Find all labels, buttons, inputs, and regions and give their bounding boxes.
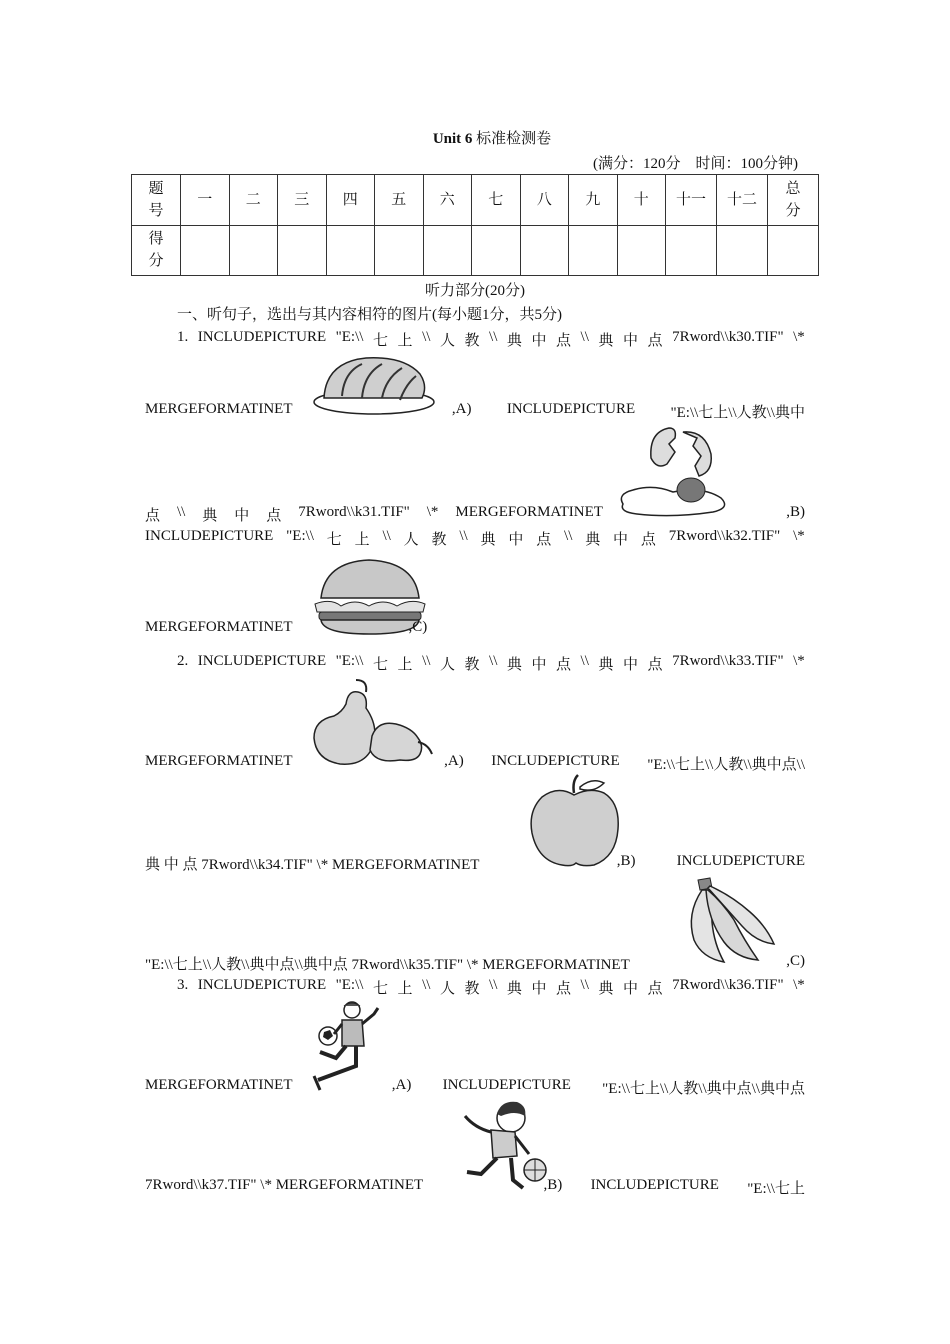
text-token: 中 (622, 981, 638, 997)
text-token: \\ (580, 329, 589, 345)
text-token: 点 (556, 657, 572, 673)
text-token: 人 (439, 981, 455, 997)
score-cell[interactable] (326, 225, 375, 276)
text-token: \\ (422, 329, 431, 345)
score-cell[interactable] (768, 225, 819, 276)
text-token: \\ (382, 528, 391, 544)
text-token: 上 (397, 981, 413, 997)
text-token: 中 (622, 333, 638, 349)
text-token: 典 (598, 333, 614, 349)
text-token: \\ (459, 528, 468, 544)
column-header: 三 (278, 175, 327, 226)
text-token: 典 (598, 657, 614, 673)
text-token: \\ (580, 977, 589, 993)
text-line (177, 653, 805, 674)
text-token: \* (793, 653, 805, 669)
text-token: INCLUDEPICTURE (145, 528, 274, 544)
text-line: MERGEFORMATINET ,A) INCLUDEPICTURE "E:\\七上\\人教\\典中点\\典中点 (145, 1077, 805, 1097)
score-info: (满分：120分 时间：100分钟) (593, 156, 798, 172)
instruction: 一、听句子，选出与其内容相符的图片(每小题1分，共5分) (177, 307, 562, 323)
score-cell[interactable] (666, 225, 717, 276)
text-token: MERGEFORMATINET (455, 504, 603, 520)
text-line (177, 977, 805, 998)
text-token: \\ (564, 528, 573, 544)
score-cell[interactable] (520, 225, 569, 276)
text-token: "E:\\ (286, 528, 314, 544)
text-token: 教 (464, 981, 480, 997)
title-name: 标准检测卷 (476, 131, 552, 147)
text-token: 典 (202, 508, 218, 524)
column-header: 六 (423, 175, 472, 226)
text-token: 点 (647, 657, 663, 673)
text-token: \* (793, 977, 805, 993)
text-token: 3. (177, 977, 189, 993)
score-cell[interactable] (278, 225, 327, 276)
score-table (131, 174, 819, 276)
score-cell[interactable] (717, 225, 768, 276)
text-line: MERGEFORMATINET ,C) (145, 619, 428, 635)
text-token: 7Rword\\k36.TIF" (672, 977, 784, 993)
text-token: 教 (464, 657, 480, 673)
text-token: \\ (580, 653, 589, 669)
text-token: 典 (506, 657, 522, 673)
text-token: "E:\\ (335, 653, 364, 669)
text-line: 典 中 点 7Rword\\k34.TIF" \* MERGEFORMATINET ,B) INCLUDEPICTURE (145, 853, 805, 873)
text-token: 典 (506, 981, 522, 997)
text-line (177, 329, 805, 350)
text-token: 2. (177, 653, 189, 669)
text-token: 七 (326, 532, 342, 548)
text-token: \* (793, 329, 805, 345)
text-token: 中 (531, 333, 547, 349)
column-header: 十一 (666, 175, 717, 226)
text-line: 点 \\ 典 中 点 7Rword\\k31.TIF" \* MERGEFORMATINET ,B) (145, 504, 805, 524)
text-token: 典 (585, 532, 601, 548)
text-token: 中 (508, 532, 524, 548)
header-cell: 题 号 (132, 175, 181, 226)
text-token: 点 (266, 508, 282, 524)
table-row (132, 175, 819, 226)
text-line (145, 528, 805, 549)
score-cell[interactable] (229, 225, 278, 276)
column-header: 五 (375, 175, 424, 226)
text-token: 七 (372, 333, 388, 349)
text-token: INCLUDEPICTURE (197, 977, 327, 993)
text-token: 点 (536, 532, 552, 548)
header-cell: 得 分 (132, 225, 181, 276)
text-token: \\ (489, 977, 498, 993)
text-token: 点 (647, 333, 663, 349)
column-header: 十 (617, 175, 666, 226)
text-token: 上 (397, 333, 413, 349)
column-header: 八 (520, 175, 569, 226)
column-header: 十二 (717, 175, 768, 226)
text-token: 7Rword\\k30.TIF" (672, 329, 784, 345)
text-token: 点 (145, 508, 161, 524)
text-token: 人 (403, 532, 419, 548)
text-line: MERGEFORMATINET ,A) INCLUDEPICTURE "E:\\七上\\人教\\典中点\\ (145, 753, 805, 773)
text-line: MERGEFORMATINET ,A) INCLUDEPICTURE "E:\\七上\\人教\\典中 (145, 401, 805, 421)
text-token: \\ (489, 329, 498, 345)
text-token: 中 (531, 657, 547, 673)
text-token: 1. (177, 329, 189, 345)
column-header: 七 (472, 175, 521, 226)
text-token: 人 (439, 657, 455, 673)
text-token: \\ (489, 653, 498, 669)
text-token: 上 (354, 532, 370, 548)
header-cell: 总 分 (768, 175, 819, 226)
text-token: "E:\\ (335, 329, 364, 345)
text-token: 中 (531, 981, 547, 997)
page-title (0, 127, 950, 148)
text-line: 7Rword\\k37.TIF" \* MERGEFORMATINET ,B) INCLUDEPICTURE "E:\\七上 (145, 1177, 805, 1197)
text-token: 典 (480, 532, 496, 548)
table-row (132, 225, 819, 276)
text-token: 7Rword\\k33.TIF" (672, 653, 784, 669)
text-token: INCLUDEPICTURE (197, 653, 327, 669)
text-token: 点 (556, 333, 572, 349)
text-token: "E:\\ (335, 977, 364, 993)
text-token: 点 (640, 532, 656, 548)
text-token: 教 (431, 532, 447, 548)
text-token: \* (793, 528, 805, 544)
score-cell[interactable] (375, 225, 424, 276)
column-header: 九 (569, 175, 618, 226)
text-line: "E:\\七上\\人教\\典中点\\典中点 7Rword\\k35.TIF" \* MERGEFORMATINET ,C) (145, 953, 805, 973)
text-token: \\ (422, 653, 431, 669)
column-header: 四 (326, 175, 375, 226)
text-token: \\ (176, 504, 186, 520)
text-token: 中 (234, 508, 250, 524)
title-unit: Unit 6 (432, 131, 473, 147)
score-cell[interactable] (472, 225, 521, 276)
score-cell[interactable] (617, 225, 666, 276)
text-token: 7Rword\\k31.TIF" (298, 504, 410, 520)
column-header: 二 (229, 175, 278, 226)
text-token: 人 (439, 333, 455, 349)
text-token: \* (426, 504, 439, 520)
score-cell[interactable] (181, 225, 230, 276)
text-token: 上 (397, 657, 413, 673)
score-cell[interactable] (423, 225, 472, 276)
text-token: 教 (464, 333, 480, 349)
text-token: \\ (422, 977, 431, 993)
text-token: 七 (372, 657, 388, 673)
text-token: 点 (556, 981, 572, 997)
column-header: 一 (181, 175, 230, 226)
text-token: 典 (598, 981, 614, 997)
text-token: 七 (372, 981, 388, 997)
text-token: 7Rword\\k32.TIF" (668, 528, 781, 544)
text-token: INCLUDEPICTURE (197, 329, 327, 345)
text-token: 中 (613, 532, 629, 548)
score-cell[interactable] (569, 225, 618, 276)
section-title: 听力部分(20分) (425, 283, 525, 299)
text-token: 点 (647, 981, 663, 997)
text-token: 典 (506, 333, 522, 349)
text-token: 中 (622, 657, 638, 673)
